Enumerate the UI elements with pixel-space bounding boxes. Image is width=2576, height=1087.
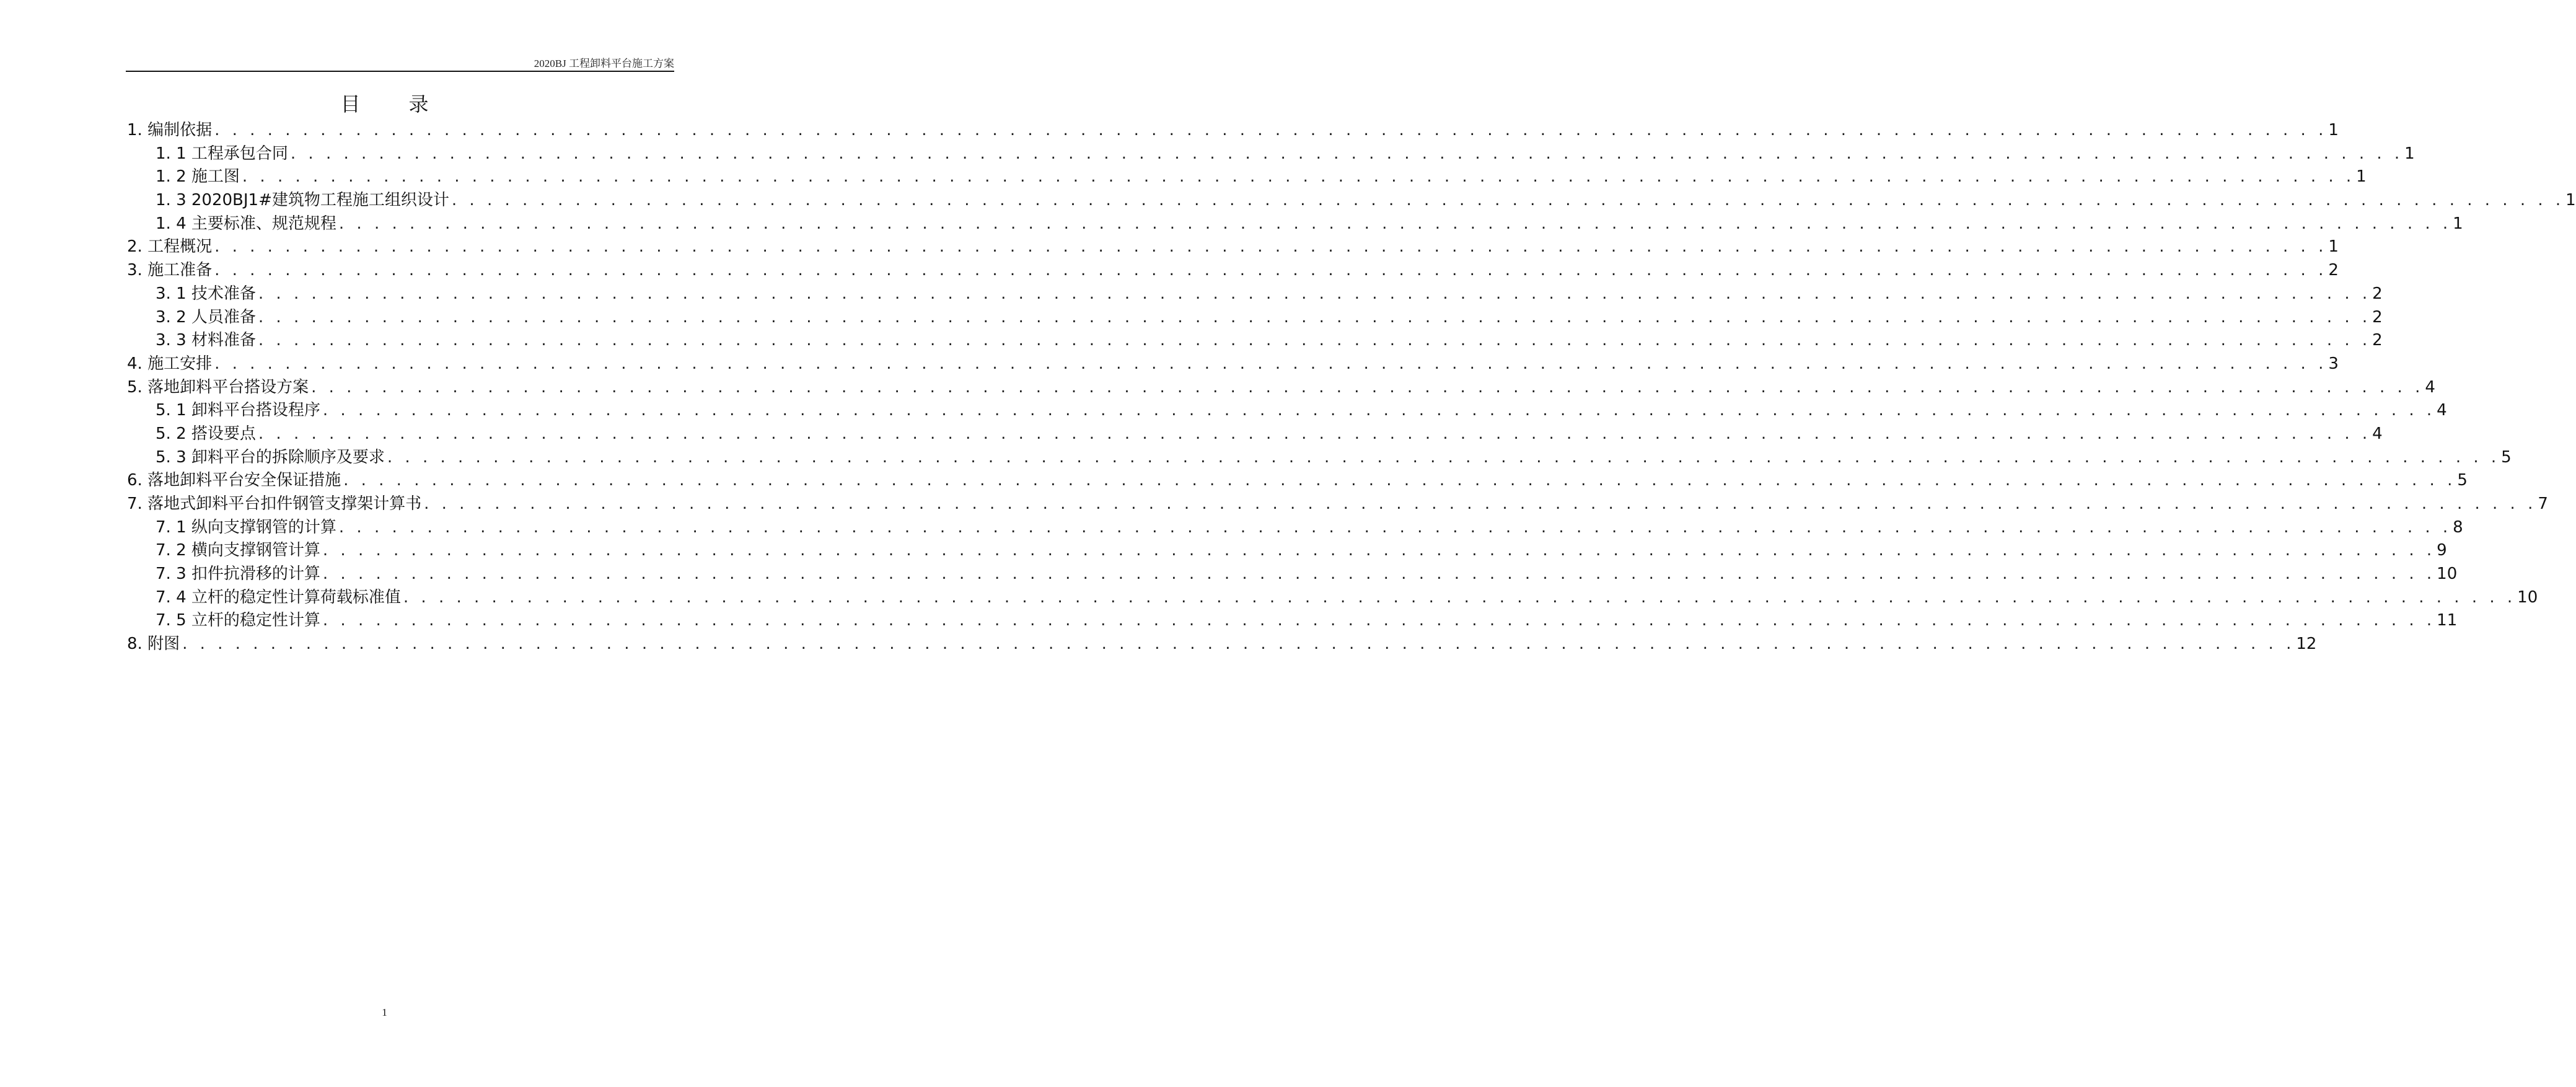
toc-entry-label: 1. 编制依据 (127, 121, 213, 139)
toc-entry-page: 9 (2437, 541, 2447, 560)
toc-entry-page: 1 (2328, 237, 2339, 257)
toc-entry-label: 7. 落地式卸料平台扣件钢管支撑架计算书 (127, 495, 422, 513)
header-divider (126, 71, 674, 72)
toc-dot-leader: . . . . . . . . . . . . . . . . . . . . . . . . . . . . . . . . . . . . . . . . . . . . . . . . . . . . . . . . . . . . . . . . . . . . . . . . . . . . . . . . . . . . . . . . . . . . . . . . . . . . . . . . . . . . . . . . . . . . . . . . (214, 261, 2328, 280)
toc-title-left: 目 (340, 92, 361, 116)
toc-entry-page: 5 (2501, 447, 2512, 467)
toc-dot-leader: . . . . . . . . . . . . . . . . . . . . . . . . . . . . . . . . . . . . . . . . . . . . . . . . . . . . . . . . . . . . . . . . . . . . . . . . . . . . . . . . . . . . . . . . . . . . . . . . . . . . . . . . . . . . . . . . . . . . . . . . (214, 121, 2328, 139)
toc-entry-label: 7. 4 立杆的稳定性计算荷载标准值 (156, 588, 401, 607)
toc-dot-leader: . . . . . . . . . . . . . . . . . . . . . . . . . . . . . . . . . . . . . . . . . . . . . . . . . . . . . . . . . . . . . . . . . . . . . . . . . . . . . . . . . . . . . . . . . . . . . . . . . . . . . . . . . . . . . . . . . . . . . . . . (258, 284, 2372, 303)
toc-dot-leader: . . . . . . . . . . . . . . . . . . . . . . . . . . . . . . . . . . . . . . . . . . . . . . . . . . . . . . . . . . . . . . . . . . . . . . . . . . . . . . . . . . . . . . . . . . . . . . . . . . . . . . . . . . . . . . . . . . . . . . . . (387, 447, 2500, 467)
toc-entry-label: 5. 落地卸料平台搭设方案 (127, 377, 309, 397)
toc-entry-page: 2 (2372, 284, 2383, 303)
toc-dot-leader: . . . . . . . . . . . . . . . . . . . . . . . . . . . . . . . . . . . . . . . . . . . . . . . . . . . . . . . . . . . . . . . . . . . . . . . . . . . . . . . . . . . . . . . . . . . . . . . . . . . . . . . . . . . . . . . . . . . . . . . . (182, 635, 2295, 654)
toc-entry-page: 1 (2453, 214, 2463, 233)
toc-entry[interactable] (127, 283, 2383, 306)
toc-entry[interactable] (127, 469, 2468, 493)
toc-entry-label: 5. 1 卸料平台搭设程序 (156, 401, 320, 420)
toc-entry[interactable] (127, 563, 2458, 586)
toc-title-right: 录 (408, 92, 429, 116)
toc-entry[interactable] (127, 586, 2538, 610)
toc-entry[interactable] (127, 446, 2512, 470)
toc-entry[interactable] (127, 235, 2339, 259)
toc-entry[interactable] (127, 119, 2339, 143)
toc-dot-leader: . . . . . . . . . . . . . . . . . . . . . . . . . . . . . . . . . . . . . . . . . . . . . . . . . . . . . . . . . . . . . . . . . . . . . . . . . . . . . . . . . . . . . . . . . . . . . . . . . . . . . . . . . . . . . . . . . . . . . . . . (322, 541, 2436, 560)
toc-dot-leader: . . . . . . . . . . . . . . . . . . . . . . . . . . . . . . . . . . . . . . . . . . . . . . . . . . . . . . . . . . . . . . . . . . . . . . . . . . . . . . . . . . . . . . . . . . . . . . . . . . . . . . . . . . . . . . . . . . . . . . . . (214, 354, 2328, 373)
toc-dot-leader: . . . . . . . . . . . . . . . . . . . . . . . . . . . . . . . . . . . . . . . . . . . . . . . . . . . . . . . . . . . . . . . . . . . . . . . . . . . . . . . . . . . . . . . . . . . . . . . . . . . . . . . . . . . . . . . . . . . . . . . . (343, 471, 2456, 490)
toc-entry-page: 1 (2328, 121, 2339, 139)
toc-entry-label: 5. 2 搭设要点 (156, 424, 256, 443)
toc-entry[interactable] (127, 493, 2548, 516)
toc-dot-leader: . . . . . . . . . . . . . . . . . . . . . . . . . . . . . . . . . . . . . . . . . . . . . . . . . . . . . . . . . . . . . . . . . . . . . . . . . . . . . . . . . . . . . . . . . . . . . . . . . . . . . . . . . . . . . . . . . . . . . . . . (214, 237, 2328, 257)
toc-entry[interactable] (127, 516, 2463, 540)
toc-entry[interactable] (127, 353, 2339, 376)
toc-entry-page: 10 (2437, 565, 2458, 584)
toc-dot-leader: . . . . . . . . . . . . . . . . . . . . . . . . . . . . . . . . . . . . . . . . . . . . . . . . . . . . . . . . . . . . . . . . . . . . . . . . . . . . . . . . . . . . . . . . . . . . . . . . . . . . . . . . . . . . . . . . . . . . . . . . (424, 495, 2537, 513)
toc-entry[interactable] (127, 259, 2339, 283)
toc-entry[interactable] (127, 213, 2463, 236)
toc-dot-leader: . . . . . . . . . . . . . . . . . . . . . . . . . . . . . . . . . . . . . . . . . . . . . . . . . . . . . . . . . . . . . . . . . . . . . . . . . . . . . . . . . . . . . . . . . . . . . . . . . . . . . . . . . . . . . . . . . . . . . . . . (242, 167, 2355, 187)
toc-entry-page: 4 (2437, 401, 2447, 420)
toc-dot-leader: . . . . . . . . . . . . . . . . . . . . . . . . . . . . . . . . . . . . . . . . . . . . . . . . . . . . . . . . . . . . . . . . . . . . . . . . . . . . . . . . . . . . . . . . . . . . . . . . . . . . . . . . . . . . . . . . . . . . . . . . (322, 565, 2436, 584)
toc-entry-label: 3. 2 人员准备 (156, 307, 256, 327)
toc-entry-label: 4. 施工安排 (127, 354, 213, 373)
toc-dot-leader: . . . . . . . . . . . . . . . . . . . . . . . . . . . . . . . . . . . . . . . . . . . . . . . . . . . . . . . . . . . . . . . . . . . . . . . . . . . . . . . . . . . . . . . . . . . . . . . . . . . . . . . . . . . . . . . . . . . . . . . . (258, 307, 2372, 327)
toc-entry[interactable] (127, 423, 2383, 446)
toc-entry-label: 1. 1 工程承包合同 (156, 144, 288, 163)
toc-entry-page: 3 (2328, 354, 2339, 373)
toc-entry-label: 2. 工程概况 (127, 237, 213, 257)
running-header: 2020BJ 工程卸料平台施工方案 (534, 58, 674, 69)
toc-entry-page: 2 (2372, 307, 2383, 327)
toc-dot-leader: . . . . . . . . . . . . . . . . . . . . . . . . . . . . . . . . . . . . . . . . . . . . . . . . . . . . . . . . . . . . . . . . . . . . . . . . . . . . . . . . . . . . . . . . . . . . . . . . . . . . . . . . . . . . . . . . . . . . . . . . (311, 377, 2424, 397)
toc-entry[interactable] (127, 609, 2458, 633)
toc-entry-label: 7. 5 立杆的稳定性计算 (156, 611, 320, 630)
toc-entry-page: 5 (2457, 471, 2468, 490)
toc-entry[interactable] (127, 143, 2415, 166)
toc-dot-leader: . . . . . . . . . . . . . . . . . . . . . . . . . . . . . . . . . . . . . . . . . . . . . . . . . . . . . . . . . . . . . . . . . . . . . . . . . . . . . . . . . . . . . . . . . . . . . . . . . . . . . . . . . . . . . . . . . . . . . . . . (322, 611, 2436, 630)
toc-dot-leader: . . . . . . . . . . . . . . . . . . . . . . . . . . . . . . . . . . . . . . . . . . . . . . . . . . . . . . . . . . . . . . . . . . . . . . . . . . . . . . . . . . . . . . . . . . . . . . . . . . . . . . . . . . . . . . . . . . . . . . . . (403, 588, 2517, 607)
toc-entry-label: 6. 落地卸料平台安全保证措施 (127, 471, 341, 490)
toc-entry-label: 7. 1 纵向支撑钢管的计算 (156, 517, 336, 537)
toc-entry-label: 1. 2 施工图 (156, 167, 240, 187)
toc-entry-label: 7. 3 扣件抗滑移的计算 (156, 565, 320, 584)
toc-entry-page: 2 (2372, 331, 2383, 350)
toc-entry-page: 4 (2372, 424, 2383, 443)
toc-entry[interactable] (127, 633, 2317, 656)
toc-entry-page: 8 (2453, 517, 2463, 537)
toc-entry-label: 3. 1 技术准备 (156, 284, 256, 303)
toc-entry-page: 1 (2356, 167, 2367, 187)
table-of-contents (127, 119, 2576, 656)
toc-entry[interactable] (127, 306, 2383, 330)
toc-entry-page: 7 (2538, 495, 2548, 513)
toc-dot-leader: . . . . . . . . . . . . . . . . . . . . . . . . . . . . . . . . . . . . . . . . . . . . . . . . . . . . . . . . . . . . . . . . . . . . . . . . . . . . . . . . . . . . . . . . . . . . . . . . . . . . . . . . . . . . . . . . . . . . . . . . (338, 214, 2452, 233)
toc-entry[interactable] (127, 329, 2383, 353)
toc-dot-leader: . . . . . . . . . . . . . . . . . . . . . . . . . . . . . . . . . . . . . . . . . . . . . . . . . . . . . . . . . . . . . . . . . . . . . . . . . . . . . . . . . . . . . . . . . . . . . . . . . . . . . . . . . . . . . . . . . . . . . . . . (451, 191, 2565, 210)
toc-dot-leader: . . . . . . . . . . . . . . . . . . . . . . . . . . . . . . . . . . . . . . . . . . . . . . . . . . . . . . . . . . . . . . . . . . . . . . . . . . . . . . . . . . . . . . . . . . . . . . . . . . . . . . . . . . . . . . . . . . . . . . . . (338, 517, 2452, 537)
toc-entry-label: 1. 4 主要标准、规范规程 (156, 214, 336, 233)
toc-entry-label: 3. 3 材料准备 (156, 331, 256, 350)
toc-entry[interactable] (127, 376, 2435, 400)
toc-dot-leader: . . . . . . . . . . . . . . . . . . . . . . . . . . . . . . . . . . . . . . . . . . . . . . . . . . . . . . . . . . . . . . . . . . . . . . . . . . . . . . . . . . . . . . . . . . . . . . . . . . . . . . . . . . . . . . . . . . . . . . . . (258, 424, 2372, 443)
toc-title (0, 92, 769, 117)
toc-entry-page: 1 (2404, 144, 2415, 163)
toc-entry-page: 2 (2328, 261, 2339, 280)
toc-entry-page: 11 (2437, 611, 2458, 630)
toc-entry[interactable] (127, 399, 2447, 423)
toc-entry-page: 12 (2296, 635, 2317, 654)
toc-dot-leader: . . . . . . . . . . . . . . . . . . . . . . . . . . . . . . . . . . . . . . . . . . . . . . . . . . . . . . . . . . . . . . . . . . . . . . . . . . . . . . . . . . . . . . . . . . . . . . . . . . . . . . . . . . . . . . . . . . . . . . . . (290, 144, 2404, 163)
toc-entry[interactable] (127, 189, 2576, 213)
toc-entry-label: 7. 2 横向支撑钢管计算 (156, 541, 320, 560)
toc-entry-label: 8. 附图 (127, 635, 180, 654)
toc-entry-label: 3. 施工准备 (127, 261, 213, 280)
toc-dot-leader: . . . . . . . . . . . . . . . . . . . . . . . . . . . . . . . . . . . . . . . . . . . . . . . . . . . . . . . . . . . . . . . . . . . . . . . . . . . . . . . . . . . . . . . . . . . . . . . . . . . . . . . . . . . . . . . . . . . . . . . . (322, 401, 2436, 420)
toc-entry-page: 10 (2517, 588, 2538, 607)
toc-dot-leader: . . . . . . . . . . . . . . . . . . . . . . . . . . . . . . . . . . . . . . . . . . . . . . . . . . . . . . . . . . . . . . . . . . . . . . . . . . . . . . . . . . . . . . . . . . . . . . . . . . . . . . . . . . . . . . . . . . . . . . . . (258, 331, 2372, 350)
toc-entry-label: 5. 3 卸料平台的拆除顺序及要求 (156, 447, 385, 467)
toc-entry-label: 1. 3 2020BJ1#建筑物工程施工组织设计 (156, 191, 449, 210)
toc-entry-page: 4 (2425, 377, 2435, 397)
toc-entry[interactable] (127, 539, 2447, 563)
page-number: 1 (382, 1006, 387, 1018)
toc-entry[interactable] (127, 165, 2367, 189)
toc-entry-page: 1 (2565, 191, 2576, 210)
